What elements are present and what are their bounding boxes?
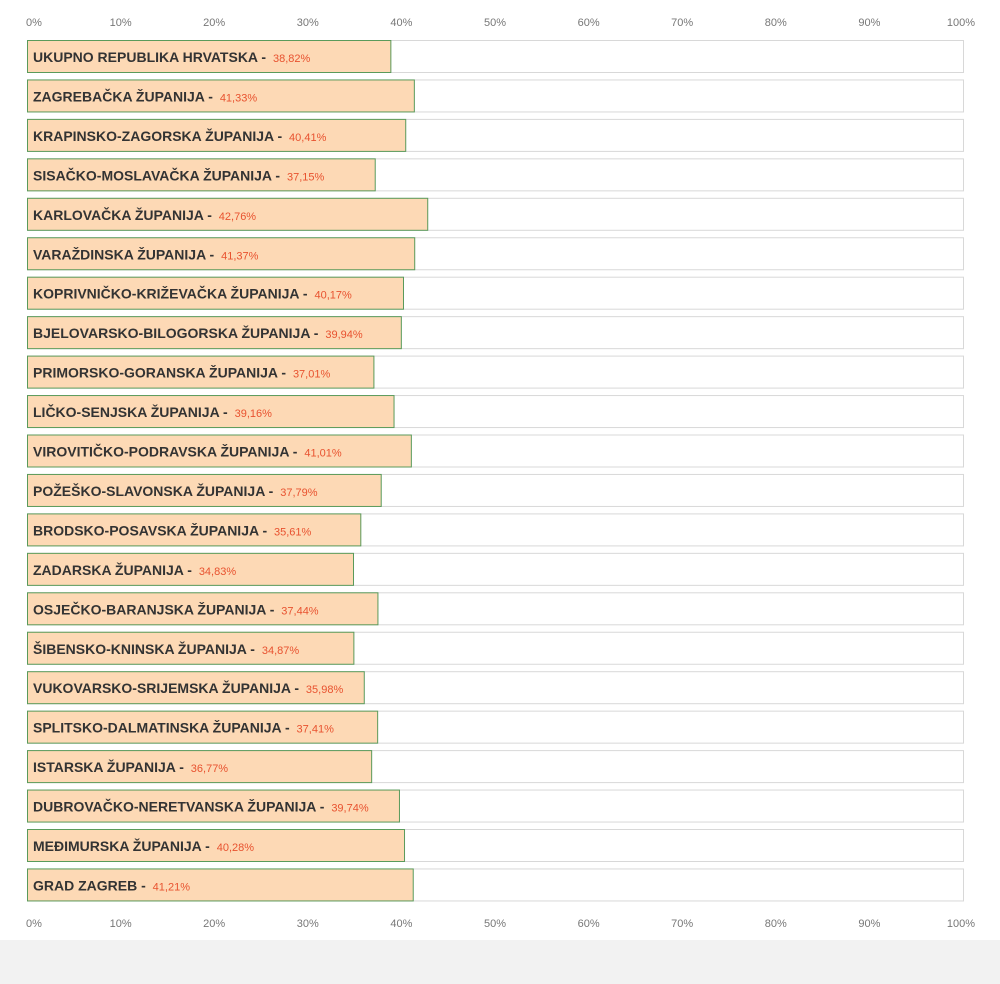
- x-tick-label-top: 50%: [483, 17, 507, 29]
- chart-row: [28, 198, 964, 230]
- bar-label: [33, 49, 310, 65]
- value-label: 40,17%: [314, 289, 352, 302]
- page-footer-band: [0, 940, 1000, 984]
- category-label: DUBROVAČKO-NERETVANSKA ŽUPANIJA -: [33, 798, 329, 815]
- category-label: ZAGREBAČKA ŽUPANIJA -: [33, 88, 217, 105]
- x-tick-label-top: 60%: [577, 17, 600, 29]
- chart-row: [28, 159, 964, 191]
- category-label: ZADARSKA ŽUPANIJA -: [33, 561, 196, 578]
- value-label: 37,15%: [286, 171, 325, 184]
- bar-label: [33, 719, 334, 736]
- x-tick-label-top: 0%: [26, 17, 42, 29]
- category-label: MEĐIMURSKA ŽUPANIJA -: [33, 838, 214, 854]
- chart-row: [28, 80, 964, 112]
- bar-label: [33, 166, 324, 183]
- category-label: UKUPNO REPUBLIKA HRVATSKA -: [33, 49, 270, 65]
- chart-rows: [28, 41, 964, 901]
- value-label: 40,28%: [216, 842, 255, 854]
- value-label: 37,44%: [281, 605, 319, 618]
- bar-label: [33, 127, 327, 144]
- chart-row: [28, 356, 964, 388]
- chart-row: [28, 672, 964, 704]
- chart-row: [28, 277, 964, 309]
- value-label: 41,33%: [219, 92, 258, 105]
- value-label: 39,16%: [234, 408, 272, 421]
- x-tick-label-bottom: 80%: [764, 918, 787, 930]
- category-label: VUKOVARSKO-SRIJEMSKA ŽUPANIJA -: [33, 680, 303, 697]
- chart-row: [28, 317, 964, 349]
- value-label: 34,87%: [261, 644, 300, 657]
- x-tick-label-bottom: 60%: [577, 918, 600, 930]
- value-label: 36,77%: [190, 763, 229, 776]
- x-tick-label-top: 90%: [858, 17, 881, 29]
- bar-label: [33, 521, 312, 538]
- chart-row: [28, 435, 964, 467]
- bar-label: [33, 798, 369, 815]
- value-label: 37,41%: [296, 723, 334, 736]
- chart-row: [28, 514, 964, 546]
- bar-label: [33, 443, 342, 460]
- chart-row: [28, 119, 964, 151]
- x-tick-label-top: 100%: [946, 17, 976, 29]
- category-label: SPLITSKO-DALMATINSKA ŽUPANIJA -: [33, 719, 294, 736]
- category-label: BRODSKO-POSAVSKA ŽUPANIJA -: [33, 522, 272, 539]
- value-label: 38,82%: [272, 53, 311, 65]
- value-label: 35,98%: [305, 684, 344, 697]
- category-label: GRAD ZAGREB -: [33, 877, 150, 894]
- x-tick-label-bottom: 100%: [946, 918, 976, 930]
- bottom-axis: [26, 918, 975, 930]
- category-label: VARAŽDINSKA ŽUPANIJA -: [33, 246, 219, 263]
- category-label: SISAČKO-MOSLAVAČKA ŽUPANIJA -: [33, 167, 284, 184]
- chart-row: [28, 711, 964, 743]
- value-label: 39,74%: [331, 802, 369, 815]
- x-tick-label-top: 40%: [390, 17, 413, 29]
- chart-row: [28, 632, 964, 664]
- top-axis: [26, 17, 975, 29]
- value-label: 35,61%: [274, 526, 312, 539]
- x-tick-label-bottom: 30%: [296, 918, 319, 930]
- category-label: BJELOVARSKO-BILOGORSKA ŽUPANIJA -: [33, 325, 323, 342]
- x-tick-label-bottom: 90%: [858, 918, 881, 930]
- chart-row: [28, 238, 964, 270]
- chart-row: [28, 593, 964, 625]
- category-label: LIČKO-SENJSKA ŽUPANIJA -: [33, 404, 232, 421]
- bar-label: [33, 364, 330, 381]
- value-label: 37,01%: [292, 368, 331, 381]
- bar-label: [33, 324, 363, 341]
- x-tick-label-top: 20%: [203, 17, 226, 29]
- chart-row: [28, 751, 964, 783]
- chart-row: [28, 553, 964, 585]
- chart-row: [28, 869, 964, 901]
- x-tick-label-top: 30%: [296, 17, 319, 29]
- category-label: ŠIBENSKO-KNINSKA ŽUPANIJA -: [33, 640, 259, 657]
- x-tick-label-top: 70%: [671, 17, 694, 29]
- bar-label: [33, 285, 352, 302]
- x-tick-label-bottom: 40%: [390, 918, 413, 930]
- value-label: 42,76%: [218, 210, 257, 223]
- x-tick-label-bottom: 0%: [26, 918, 42, 930]
- chart-row: [28, 41, 964, 73]
- x-tick-label-bottom: 70%: [671, 918, 694, 930]
- x-tick-label-bottom: 50%: [483, 918, 507, 930]
- category-label: PRIMORSKO-GORANSKA ŽUPANIJA -: [33, 364, 290, 381]
- x-tick-label-bottom: 10%: [109, 918, 132, 930]
- chart-row: [28, 474, 964, 506]
- bar-label: [33, 600, 319, 617]
- value-label: 40,41%: [289, 131, 327, 144]
- category-label: ISTARSKA ŽUPANIJA -: [33, 759, 188, 776]
- chart-row: [28, 396, 964, 428]
- category-label: KOPRIVNIČKO-KRIŽEVAČKA ŽUPANIJA -: [33, 285, 312, 302]
- chart-row: [28, 790, 964, 822]
- chart-row: [28, 830, 964, 862]
- value-label: 41,37%: [221, 250, 259, 263]
- value-label: 39,94%: [325, 329, 363, 342]
- category-label: KRAPINSKO-ZAGORSKA ŽUPANIJA -: [33, 127, 287, 144]
- value-label: 41,01%: [304, 447, 342, 460]
- category-label: VIROVITIČKO-PODRAVSKA ŽUPANIJA -: [33, 443, 302, 460]
- category-label: OSJEČKO-BARANJSKA ŽUPANIJA -: [33, 601, 279, 618]
- bar-label: [33, 482, 318, 499]
- x-tick-label-top: 10%: [109, 17, 132, 29]
- category-label: KARLOVAČKA ŽUPANIJA -: [33, 206, 216, 223]
- value-label: 34,83%: [198, 565, 237, 578]
- x-tick-label-bottom: 20%: [203, 918, 226, 930]
- x-tick-label-top: 80%: [764, 17, 787, 29]
- bar-label: [33, 679, 343, 696]
- category-label: POŽEŠKO-SLAVONSKA ŽUPANIJA -: [33, 482, 278, 499]
- value-label: 37,79%: [280, 486, 318, 499]
- value-label: 41,21%: [152, 881, 190, 894]
